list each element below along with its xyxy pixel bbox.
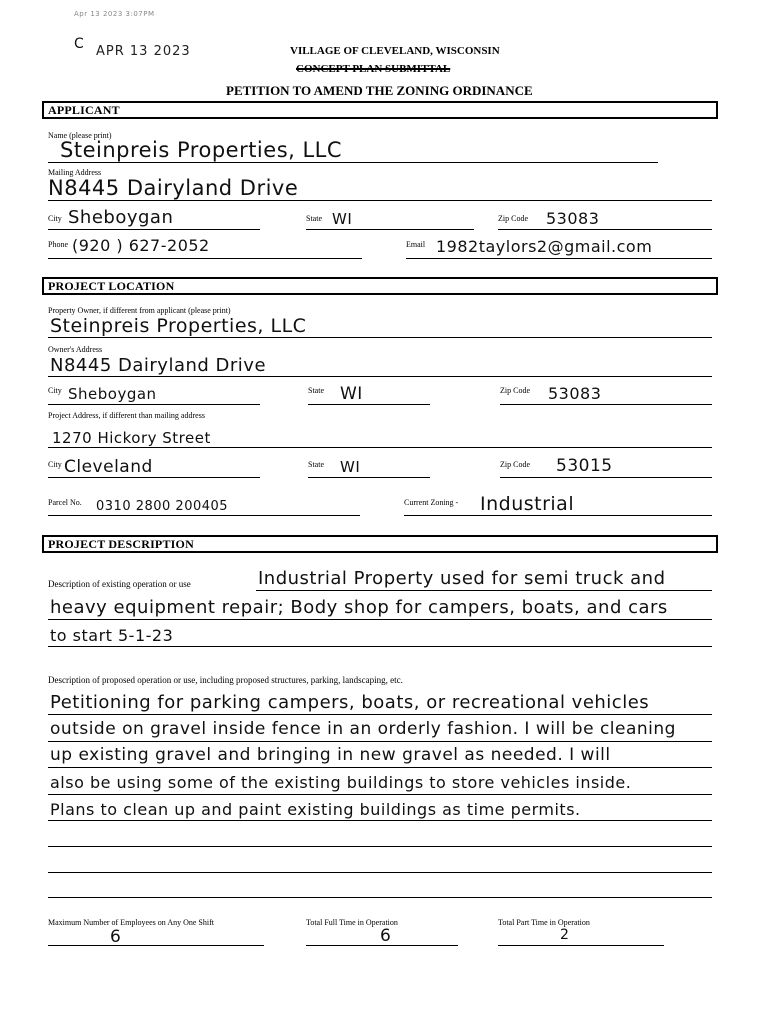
name-underline [48, 162, 658, 163]
parcel-value: 0310 2800 200405 [96, 499, 229, 514]
owner-zip-value: 53083 [548, 384, 602, 403]
proposed-underline-2 [48, 741, 712, 742]
project-state-underline [308, 477, 430, 478]
parcel-label: Parcel No. [48, 498, 82, 507]
part-time-label: Total Part Time in Operation [498, 918, 590, 927]
max-employees-label: Maximum Number of Employees on Any One Shift [48, 918, 214, 927]
proposed-use-line-1: Petitioning for parking campers, boats, or recreational vehicles [50, 692, 650, 713]
state-underline [306, 229, 474, 230]
project-zip-label: Zip Code [500, 460, 530, 469]
zoning-value: Industrial [480, 493, 575, 515]
project-zip-underline [500, 477, 712, 478]
project-city-label: City [48, 460, 62, 469]
phone-value: (920 ) 627-2052 [72, 236, 210, 255]
state-value: WI [332, 210, 353, 228]
owner-zip-label: Zip Code [500, 386, 530, 395]
full-time-label: Total Full Time in Operation [306, 918, 398, 927]
full-time-underline [306, 945, 458, 946]
proposed-underline-4 [48, 794, 712, 795]
proposed-underline-6 [48, 846, 712, 847]
proposed-underline-1 [48, 714, 712, 715]
existing-underline-2 [48, 619, 712, 620]
part-time-value: 2 [560, 927, 570, 943]
applicant-heading: APPLICANT [48, 103, 120, 117]
email-underline [406, 258, 712, 259]
project-zip-value: 53015 [556, 456, 613, 476]
city-label: City [48, 214, 62, 223]
existing-underline-3 [48, 646, 712, 647]
project-address-value: 1270 Hickory Street [52, 429, 211, 447]
owner-value: Steinpreis Properties, LLC [50, 315, 307, 337]
zip-value: 53083 [546, 209, 600, 228]
received-stamp: APR 13 2023 [96, 44, 191, 59]
zoning-label: Current Zoning - [404, 498, 459, 507]
city-underline [48, 229, 260, 230]
zoning-underline [404, 515, 712, 516]
project-city-underline [48, 477, 260, 478]
fax-header-line: Apr 13 2023 3:07PM [74, 10, 155, 18]
owner-address-label: Owner's Address [48, 345, 103, 354]
project-address-underline [48, 447, 712, 448]
phone-underline [48, 258, 362, 259]
project-state-label: State [308, 460, 324, 469]
owner-address-value: N8445 Dairyland Drive [50, 355, 267, 376]
part-time-underline [498, 945, 664, 946]
proposed-use-line-2: outside on gravel inside fence in an orderly fashion. I will be cleaning [50, 719, 676, 739]
mailing-value: N8445 Dairyland Drive [48, 176, 299, 200]
full-time-value: 6 [380, 926, 392, 946]
location-heading: PROJECT LOCATION [48, 279, 175, 293]
municipality-title: VILLAGE OF CLEVELAND, WISCONSIN [290, 45, 500, 57]
existing-use-label: Description of existing operation or use [48, 579, 191, 589]
owner-state-value: WI [340, 384, 363, 404]
owner-city-value: Sheboygan [68, 385, 157, 403]
proposed-underline-5 [48, 820, 712, 821]
existing-use-line-1: Industrial Property used for semi truck and [258, 568, 666, 589]
proposed-use-line-5: Plans to clean up and paint existing buildings as time permits. [50, 800, 581, 819]
existing-use-line-2: heavy equipment repair; Body shop for campers, boats, and cars [50, 597, 668, 618]
struck-subtitle: CONCEPT PLAN SUBMITTAL [296, 63, 451, 75]
description-section-header [42, 535, 718, 553]
max-employees-underline [48, 945, 264, 946]
project-city-value: Cleveland [64, 457, 153, 477]
description-heading: PROJECT DESCRIPTION [48, 537, 194, 551]
mailing-underline [48, 200, 712, 201]
initial-mark: C [74, 36, 85, 52]
proposed-underline-8 [48, 897, 712, 898]
location-section-header [42, 277, 718, 295]
proposed-underline-3 [48, 767, 712, 768]
owner-city-underline [48, 404, 260, 405]
applicant-name-value: Steinpreis Properties, LLC [60, 138, 343, 162]
zip-underline [498, 229, 712, 230]
email-value: 1982taylors2@gmail.com [436, 237, 653, 256]
state-label: State [306, 214, 322, 223]
owner-label: Property Owner, if different from applicant (please print) [48, 306, 231, 315]
existing-underline-1 [256, 590, 712, 591]
proposed-underline-7 [48, 872, 712, 873]
mailing-label: Mailing Address [48, 168, 102, 177]
parcel-underline [48, 515, 360, 516]
proposed-use-label: Description of proposed operation or use, including proposed structures, parking, landscaping, etc. [48, 675, 403, 685]
phone-label: Phone [48, 240, 68, 249]
owner-zip-underline [500, 404, 712, 405]
owner-state-label: State [308, 386, 324, 395]
name-label: Name (please print) [48, 131, 112, 140]
city-value: Sheboygan [68, 207, 174, 228]
proposed-use-line-3: up existing gravel and bringing in new gravel as needed. I will [50, 745, 611, 765]
existing-use-line-3: to start 5-1-23 [50, 626, 174, 645]
owner-city-label: City [48, 386, 62, 395]
project-state-value: WI [340, 458, 361, 476]
project-address-label: Project Address, if different than mailing address [48, 411, 205, 420]
proposed-use-line-4: also be using some of the existing buildings to store vehicles inside. [50, 773, 632, 792]
owner-underline [48, 337, 712, 338]
owner-address-underline [48, 376, 712, 377]
zip-label: Zip Code [498, 214, 528, 223]
max-employees-value: 6 [110, 927, 122, 947]
page-title: PETITION TO AMEND THE ZONING ORDINANCE [226, 83, 533, 98]
email-label: Email [406, 240, 426, 249]
owner-state-underline [308, 404, 430, 405]
applicant-section-header [42, 101, 718, 119]
